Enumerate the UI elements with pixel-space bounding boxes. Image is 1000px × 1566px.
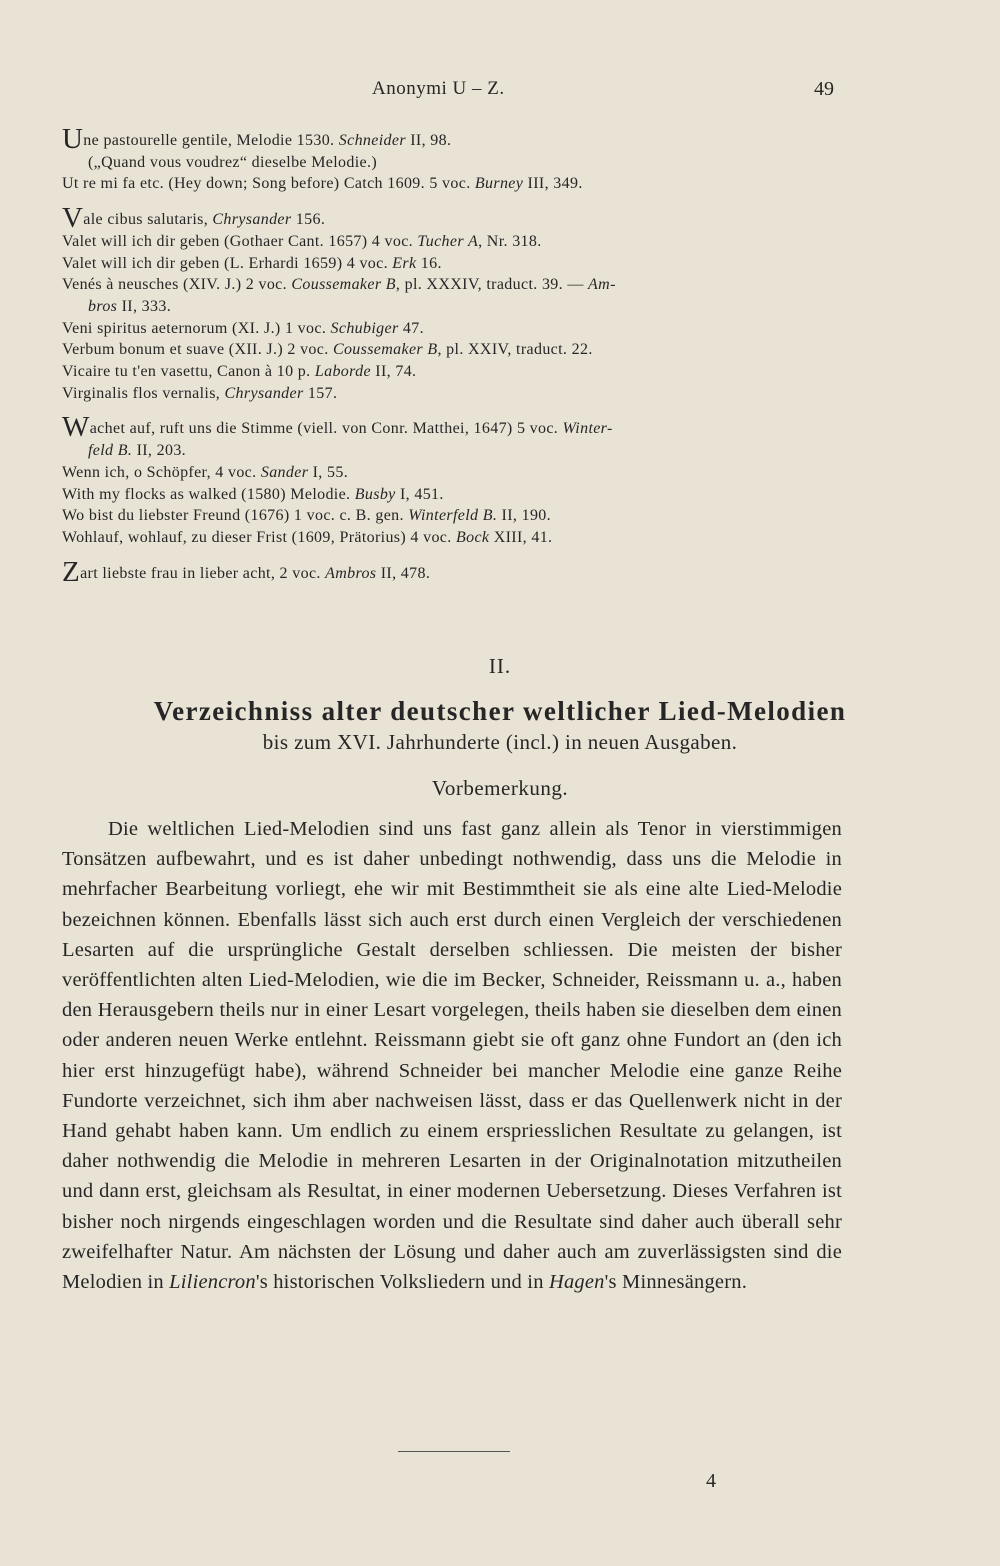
list-item: Valet will ich dir geben (L. Erhardi 1659) 4 voc. Erk 16. [62,254,442,272]
list-item: Wo bist du liebster Freund (1676) 1 voc. c. B. gen. Winterfeld B. II, 190. [62,507,551,525]
preliminary-heading: Vorbemerkung. [431,776,569,800]
group-w [62,411,842,548]
footer-rule [398,1451,510,1452]
initial-letter: W [62,411,90,444]
list-item: With my flocks as walked (1580) Melodie. Busby I, 451. [62,485,444,503]
list-item: Une pastourelle gentile, Melodie 1530. Schneider II, 98. [62,123,452,155]
list-item: Virginalis flos vernalis, Chrysander 157. [62,384,338,402]
list-item-continuation: bros II, 333. [88,297,172,315]
list-item: Ut re mi fa etc. (Hey down; Song before) Catch 1609. 5 voc. Burney III, 349. [62,175,583,193]
list-item: Verbum bonum et suave (XII. J.) 2 voc. Coussemaker B, pl. XXIV, traduct. 22. [62,341,593,359]
list-item: Vicaire tu t'en vasettu, Canon à 10 p. Laborde II, 74. [62,363,417,381]
group-z [62,555,842,588]
list-item-continuation: feld B. II, 203. [88,442,187,460]
initial-letter: V [62,202,84,235]
list-item: („Quand vous voudrez“ dieselbe Melodie.) [88,153,378,171]
running-head [0,78,1000,104]
signature-mark: 4 [706,1470,716,1492]
body-paragraph: Die weltlichen Lied-Melodien sind uns fast ganz allein als Tenor in vierstimmigen Tonsätzen aufbewahrt, und es ist daher unbedingt nothwendig, dass uns die Melodie in mehrfacher Bearbeitung vorliegt, ehe wir mit Bestimmtheit sie als eine alte Lied-Melodie bezeichnen können. Ebenfalls lässt sich auch erst durch einen Vergleich der verschiedenen Lesarten auf die ursprüngliche Gestalt derselben schliessen. Die meisten der bisher veröffentlichten alten Lied-Melodien, wie die im Becker, Schneider, Reissmann u. a., haben den Herausgebern theils nur in einer Lesart vorgelegen, theils haben sie dieselben dem einen oder anderen neuen Werke entlehnt. Reissmann giebt sie oft ganz ohne Fundort an (den ich hier erst hinzugefügt habe), während Schneider bei mancher Melodie eine ganze Reihe Fundorte verzeichnet, sich ihm aber nachweisen lässt, dass er das Quellenwerk nicht in der Hand gehabt haben kann. Um endlich zu einem erspriesslichen Resultate zu gelangen, ist daher nothwendig die Melodie in mehreren Lesarten in der Originalnotation mitzutheilen und dann erst, gleichsam als Resultat, in einer modernen Uebersetzung. Dieses Verfahren ist bisher noch nirgends eingeschlagen worden und die Resultate sind daher auch überall sehr zweifelhafter Natur. Am nächsten der Lösung und daher auch am zuverlässigsten sind die Melodien in Liliencron's historischen Volksliedern und in Hagen's Minnesängern. [62,818,842,1294]
entry-list [62,123,842,598]
list-item: Valet will ich dir geben (Gothaer Cant. 1657) 4 voc. Tucher A, Nr. 318. [62,232,542,250]
initial-letter: Z [62,555,81,588]
page-number: 49 [814,78,834,100]
list-item: Vale cibus salutaris, Chrysander 156. [62,202,326,235]
initial-letter: U [62,123,84,155]
list-item: Veni spiritus aeternorum (XI. J.) 1 voc. Schubiger 47. [62,319,424,337]
group-u [62,123,842,195]
list-item: Wachet auf, ruft uns die Stimme (viell. von Conr. Matthei, 1647) 5 voc. Winter- [62,411,613,444]
list-item: Venés à neusches (XIV. J.) 2 voc. Coussemaker B, pl. XXXIV, traduct. 39. — Am- [62,276,616,294]
section-subtitle: bis zum XVI. Jahrhunderte (incl.) in neuen Ausgaben. [262,730,738,754]
section-number: II. [488,654,512,678]
list-item: Zart liebste frau in lieber acht, 2 voc. Ambros II, 478. [62,555,431,588]
running-title: Anonymi U – Z. [372,78,505,99]
list-item: Wenn ich, o Schöpfer, 4 voc. Sander I, 55. [62,463,349,481]
list-item: Wohlauf, wohlauf, zu dieser Frist (1609, Prätorius) 4 voc. Bock XIII, 41. [62,528,553,546]
section-title: Verzeichniss alter deutscher weltlicher Lied-Melodien [153,696,847,726]
group-v [62,202,842,404]
